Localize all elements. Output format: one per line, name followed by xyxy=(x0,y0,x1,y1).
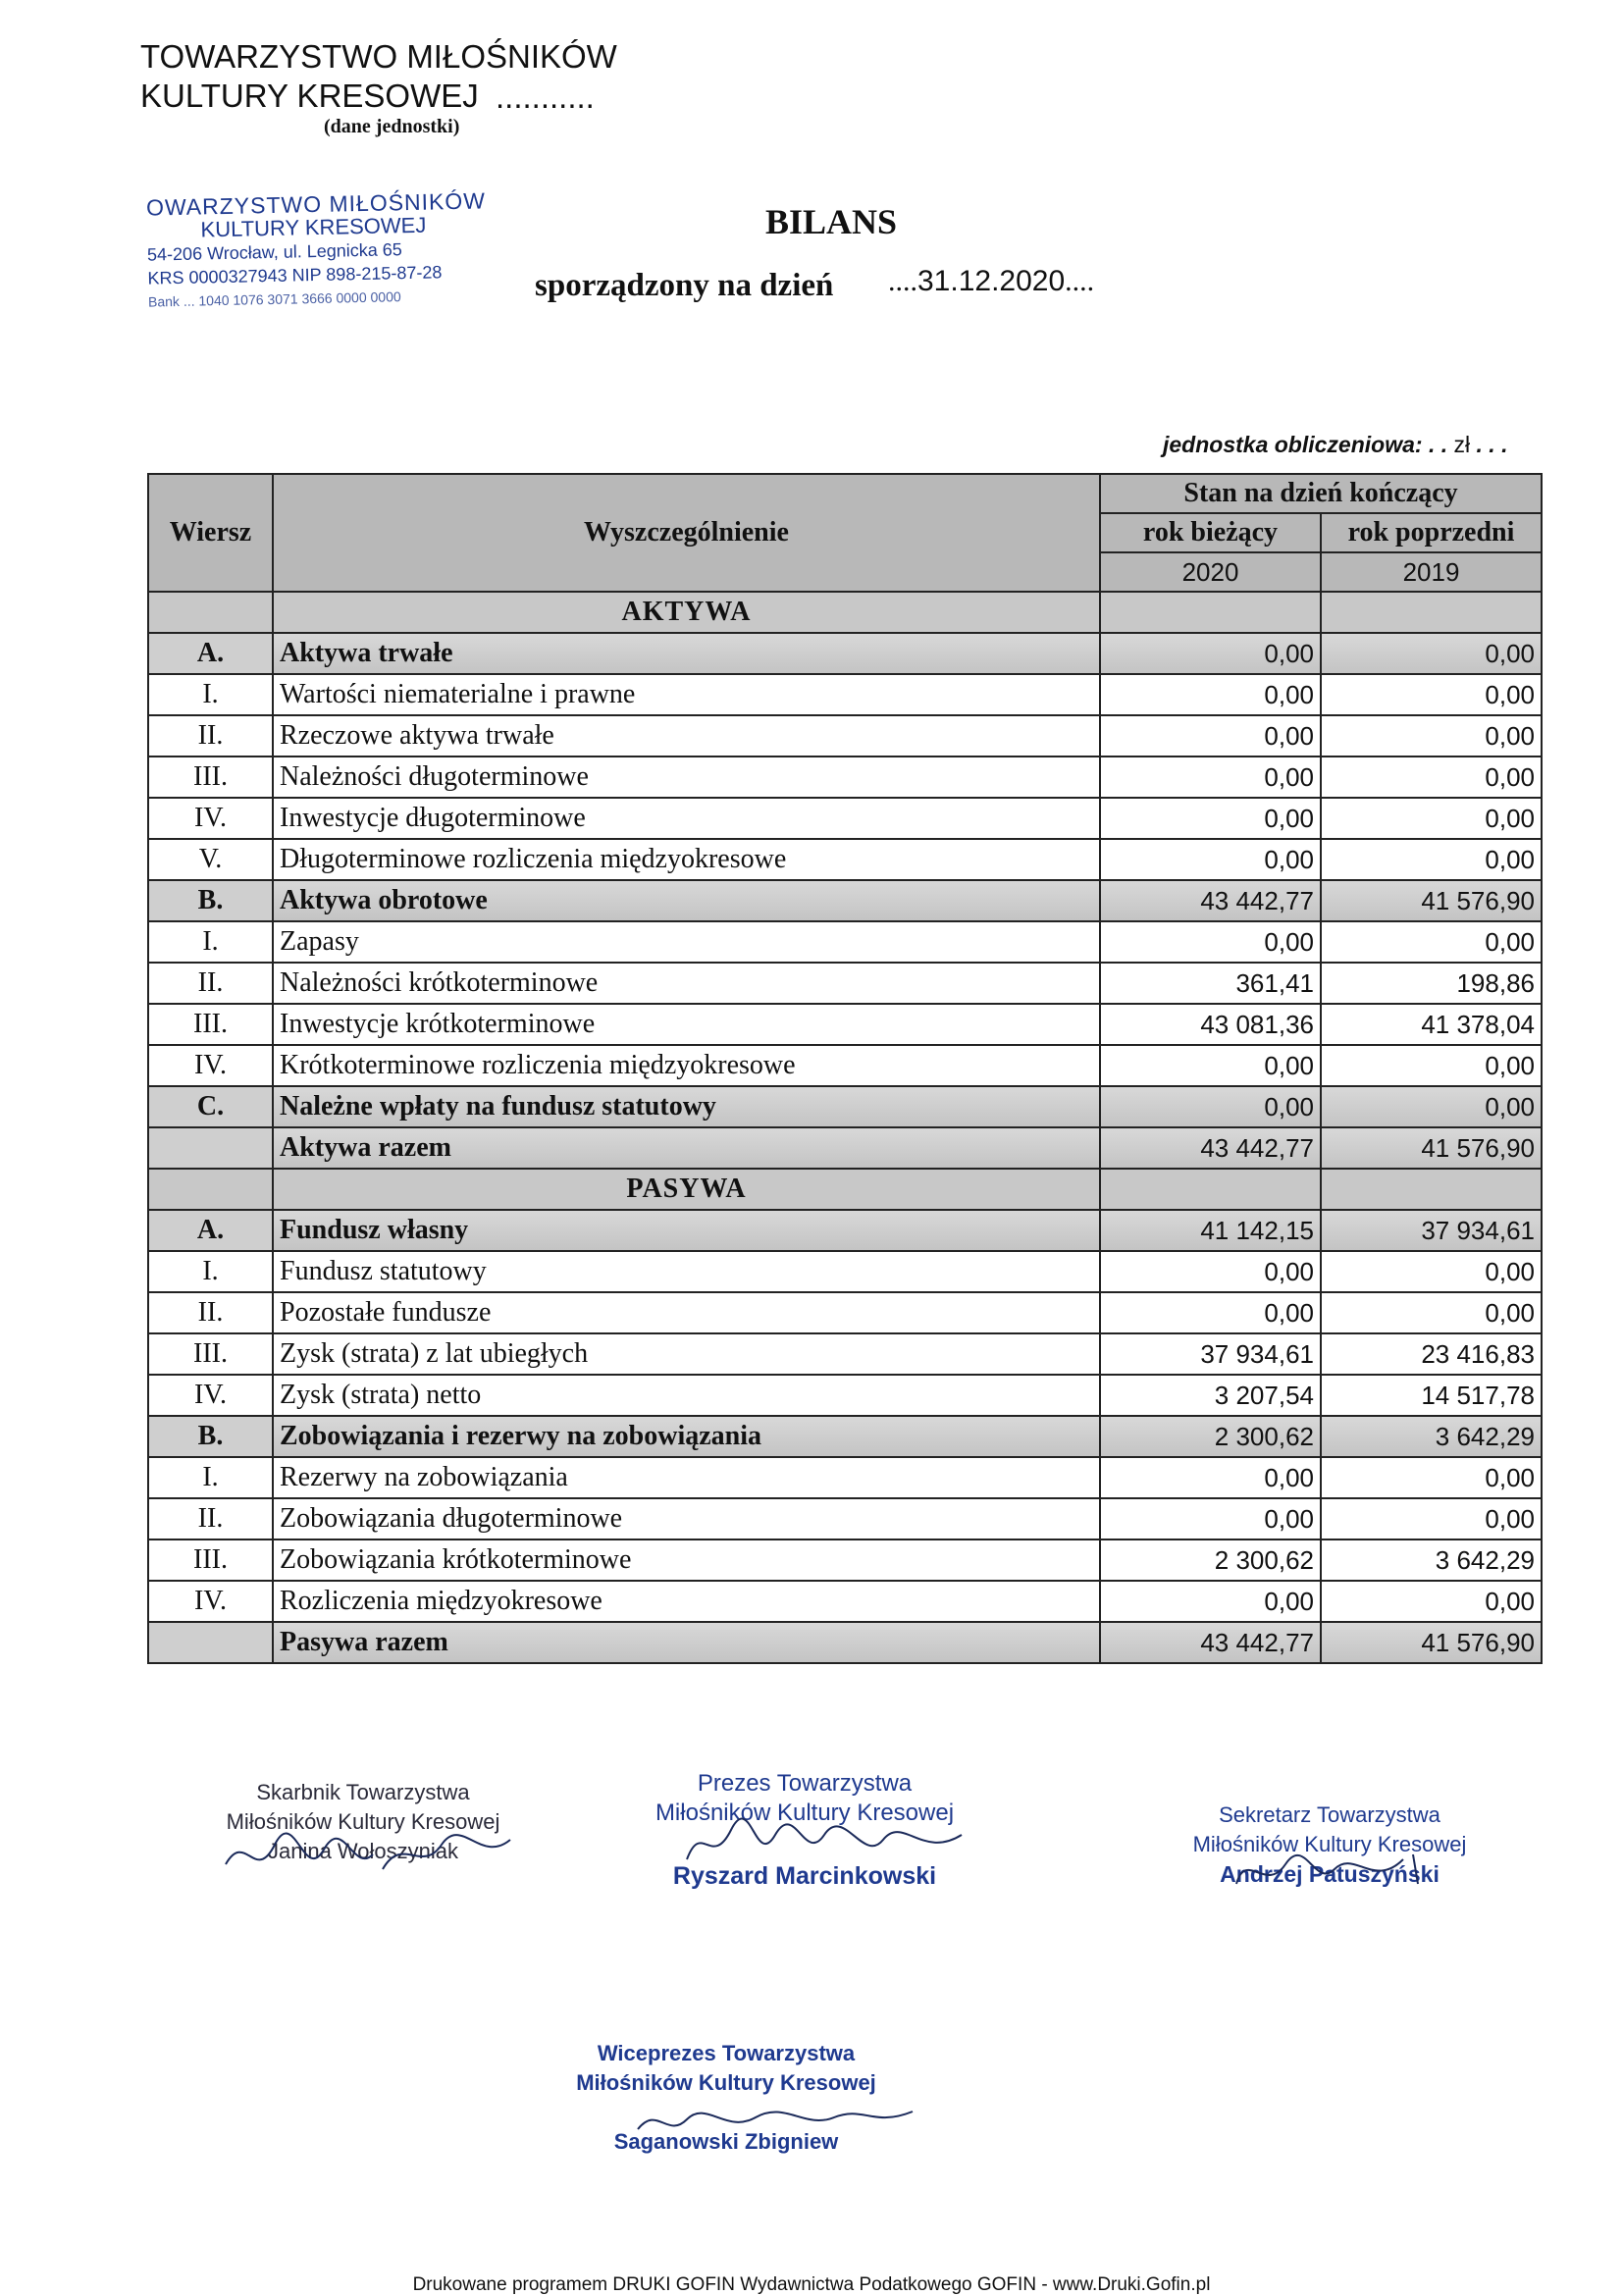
row-current-value: 43 081,36 xyxy=(1100,1004,1321,1045)
row-previous-value: 0,00 xyxy=(1321,798,1542,839)
row-label: Aktywa trwałe xyxy=(273,633,1100,674)
row-previous-value: 0,00 xyxy=(1321,674,1542,715)
row-previous-value: 0,00 xyxy=(1321,1498,1542,1539)
row-current-value: 43 442,77 xyxy=(1100,880,1321,921)
row-current-value: 2 300,62 xyxy=(1100,1539,1321,1581)
table-row xyxy=(148,921,1542,963)
table-row xyxy=(148,1622,1542,1663)
row-id xyxy=(148,1127,273,1169)
section-title: PASYWA xyxy=(273,1169,1100,1210)
table-row xyxy=(148,1251,1542,1292)
row-previous-value: 41 576,90 xyxy=(1321,880,1542,921)
row-current-value: 0,00 xyxy=(1100,921,1321,963)
section-blank-cell xyxy=(1321,592,1542,633)
secretary-handwriting xyxy=(1227,1845,1442,1899)
header-current: rok bieżący xyxy=(1100,513,1321,552)
row-label: Aktywa razem xyxy=(273,1127,1100,1169)
table-row xyxy=(148,963,1542,1004)
header-previous-year: 2019 xyxy=(1321,552,1542,592)
signature-secretary-role2: Miłośników Kultury Kresowej xyxy=(1192,1832,1467,1856)
document-subtitle: sporządzony na dzień xyxy=(535,268,834,303)
row-label: Rzeczowe aktywa trwałe xyxy=(273,715,1100,757)
section-assets xyxy=(148,592,1542,633)
row-label: Inwestycje długoterminowe xyxy=(273,798,1100,839)
section-blank-cell xyxy=(148,592,273,633)
row-id: II. xyxy=(148,1292,273,1333)
row-id xyxy=(148,1622,273,1663)
row-id: IV. xyxy=(148,1375,273,1416)
table-row xyxy=(148,674,1542,715)
row-id: A. xyxy=(148,633,273,674)
header-current-year: 2020 xyxy=(1100,552,1321,592)
signature-secretary-role1: Sekretarz Towarzystwa xyxy=(1219,1802,1440,1827)
table-row xyxy=(148,1045,1542,1086)
row-previous-value: 198,86 xyxy=(1321,963,1542,1004)
row-previous-value: 37 934,61 xyxy=(1321,1210,1542,1251)
row-current-value: 0,00 xyxy=(1100,1292,1321,1333)
section-blank-cell xyxy=(1100,1169,1321,1210)
row-previous-value: 0,00 xyxy=(1321,921,1542,963)
row-id: III. xyxy=(148,757,273,798)
row-id: III. xyxy=(148,1539,273,1581)
table-row xyxy=(148,798,1542,839)
row-previous-value: 0,00 xyxy=(1321,1457,1542,1498)
row-label: Zysk (strata) netto xyxy=(273,1375,1100,1416)
header-state: Stan na dzień kończący xyxy=(1100,474,1542,513)
row-previous-value: 0,00 xyxy=(1321,1251,1542,1292)
organization-stamp xyxy=(146,188,488,313)
table-row xyxy=(148,1292,1542,1333)
footer-printed-by: Drukowane programem DRUKI GOFIN Wydawnictwa Podatkowego GOFIN - www.Druki.Gofin.pl xyxy=(412,2274,1211,2295)
table-row xyxy=(148,1086,1542,1127)
table-row xyxy=(148,1333,1542,1375)
row-id: II. xyxy=(148,1498,273,1539)
stamp-address: 54-206 Wrocław, ul. Legnicka 65 xyxy=(146,239,403,265)
row-current-value: 0,00 xyxy=(1100,1086,1321,1127)
row-previous-value: 3 642,29 xyxy=(1321,1539,1542,1581)
table-header-row xyxy=(148,474,1542,513)
row-label: Zysk (strata) z lat ubiegłych xyxy=(273,1333,1100,1375)
row-id: I. xyxy=(148,921,273,963)
table-row xyxy=(148,1210,1542,1251)
row-previous-value: 0,00 xyxy=(1321,1045,1542,1086)
signature-vice-president-name: Saganowski Zbigniew xyxy=(613,2129,839,2154)
row-current-value: 0,00 xyxy=(1100,1581,1321,1622)
stamp-krs-nip: KRS 0000327943 NIP 898-215-87-28 xyxy=(147,262,443,288)
row-current-value: 37 934,61 xyxy=(1100,1333,1321,1375)
row-label: Rezerwy na zobowiązania xyxy=(273,1457,1100,1498)
row-label: Zapasy xyxy=(273,921,1100,963)
treasurer-handwriting xyxy=(216,1825,530,1894)
row-previous-value: 41 576,90 xyxy=(1321,1622,1542,1663)
row-id: V. xyxy=(148,839,273,880)
signature-secretary-name: Andrzej Patuszyński xyxy=(1220,1861,1440,1887)
row-current-value: 0,00 xyxy=(1100,715,1321,757)
row-id: A. xyxy=(148,1210,273,1251)
row-current-value: 0,00 xyxy=(1100,633,1321,674)
row-previous-value: 0,00 xyxy=(1321,1581,1542,1622)
signature-treasurer-role1: Skarbnik Towarzystwa xyxy=(256,1780,470,1804)
row-current-value: 0,00 xyxy=(1100,757,1321,798)
signature-president-name: Ryszard Marcinkowski xyxy=(672,1862,937,1890)
row-id: II. xyxy=(148,715,273,757)
table-row xyxy=(148,880,1542,921)
row-current-value: 0,00 xyxy=(1100,1251,1321,1292)
row-id: I. xyxy=(148,1457,273,1498)
row-previous-value: 3 642,29 xyxy=(1321,1416,1542,1457)
row-current-value: 3 207,54 xyxy=(1100,1375,1321,1416)
stamp-line1: OWARZYSTWO MIŁOŚNIKÓW xyxy=(145,187,487,221)
row-current-value: 2 300,62 xyxy=(1100,1416,1321,1457)
row-label: Należności krótkoterminowe xyxy=(273,963,1100,1004)
section-title: AKTYWA xyxy=(273,592,1100,633)
row-label: Należne wpłaty na fundusz statutowy xyxy=(273,1086,1100,1127)
unit-dots: ........... xyxy=(496,78,595,115)
row-label: Pasywa razem xyxy=(273,1622,1100,1663)
balance-table xyxy=(147,473,1543,1664)
signature-president-role1: Prezes Towarzystwa xyxy=(697,1770,913,1797)
row-previous-value: 23 416,83 xyxy=(1321,1333,1542,1375)
row-current-value: 0,00 xyxy=(1100,798,1321,839)
row-id: IV. xyxy=(148,798,273,839)
table-row xyxy=(148,1498,1542,1539)
signature-treasurer-role2: Miłośników Kultury Kresowej xyxy=(226,1809,500,1834)
row-label: Inwestycje krótkoterminowe xyxy=(273,1004,1100,1045)
row-previous-value: 0,00 xyxy=(1321,757,1542,798)
calculation-unit: jednostka obliczeniowa: . . zł . . . xyxy=(1163,432,1508,457)
header-description: Wyszczególnienie xyxy=(273,474,1100,592)
signature-president-role2: Miłośników Kultury Kresowej xyxy=(654,1800,955,1826)
document-date-value: 31.12.2020 xyxy=(917,265,1066,297)
row-label: Pozostałe fundusze xyxy=(273,1292,1100,1333)
table-row xyxy=(148,1416,1542,1457)
row-id: C. xyxy=(148,1086,273,1127)
president-handwriting xyxy=(677,1815,991,1874)
row-current-value: 0,00 xyxy=(1100,1457,1321,1498)
row-id: I. xyxy=(148,1251,273,1292)
row-id: IV. xyxy=(148,1581,273,1622)
section-blank-cell xyxy=(1321,1169,1542,1210)
row-id: B. xyxy=(148,1416,273,1457)
document-date: ....31.12.2020.... xyxy=(888,265,1095,297)
row-previous-value: 0,00 xyxy=(1321,1086,1542,1127)
row-label: Długoterminowe rozliczenia międzyokresowe xyxy=(273,839,1100,880)
table-row xyxy=(148,1375,1542,1416)
row-previous-value: 0,00 xyxy=(1321,1292,1542,1333)
row-id: III. xyxy=(148,1004,273,1045)
signature-vice-president-role2: Miłośników Kultury Kresowej xyxy=(576,2070,876,2095)
row-current-value: 361,41 xyxy=(1100,963,1321,1004)
table-row xyxy=(148,1539,1542,1581)
row-current-value: 43 442,77 xyxy=(1100,1127,1321,1169)
row-label: Rozliczenia międzyokresowe xyxy=(273,1581,1100,1622)
row-label: Aktywa obrotowe xyxy=(273,880,1100,921)
row-id: B. xyxy=(148,880,273,921)
section-liabilities xyxy=(148,1169,1542,1210)
row-previous-value: 0,00 xyxy=(1321,839,1542,880)
header-row-label: Wiersz xyxy=(148,474,273,592)
calculation-unit-value: zł xyxy=(1453,432,1471,457)
section-blank-cell xyxy=(148,1169,273,1210)
row-label: Krótkoterminowe rozliczenia międzyokresowe xyxy=(273,1045,1100,1086)
table-row xyxy=(148,839,1542,880)
row-previous-value: 14 517,78 xyxy=(1321,1375,1542,1416)
row-current-value: 0,00 xyxy=(1100,1045,1321,1086)
table-row xyxy=(148,1581,1542,1622)
row-current-value: 0,00 xyxy=(1100,674,1321,715)
row-current-value: 41 142,15 xyxy=(1100,1210,1321,1251)
unit-name-line1: TOWARZYSTWO MIŁOŚNIKÓW xyxy=(140,38,617,75)
row-previous-value: 0,00 xyxy=(1321,633,1542,674)
row-label: Zobowiązania długoterminowe xyxy=(273,1498,1100,1539)
row-id: I. xyxy=(148,674,273,715)
row-label: Fundusz statutowy xyxy=(273,1251,1100,1292)
table-row xyxy=(148,1457,1542,1498)
table-row xyxy=(148,715,1542,757)
signature-treasurer-name: Janina Wołoszyniak xyxy=(267,1839,459,1863)
unit-name-line2: KULTURY KRESOWEJ xyxy=(140,78,479,114)
row-previous-value: 0,00 xyxy=(1321,715,1542,757)
unit-caption: (dane jednostki) xyxy=(324,116,460,137)
row-current-value: 0,00 xyxy=(1100,1498,1321,1539)
row-label: Należności długoterminowe xyxy=(273,757,1100,798)
document-title: BILANS xyxy=(765,202,898,241)
row-label: Fundusz własny xyxy=(273,1210,1100,1251)
row-id: II. xyxy=(148,963,273,1004)
table-row xyxy=(148,633,1542,674)
row-label: Zobowiązania i rezerwy na zobowiązania xyxy=(273,1416,1100,1457)
stamp-line2: KULTURY KRESOWEJ xyxy=(200,212,427,242)
stamp-bank: Bank ... 1040 1076 3071 3666 0000 0000 xyxy=(147,288,401,310)
vice-president-handwriting xyxy=(628,2100,942,2149)
row-current-value: 43 442,77 xyxy=(1100,1622,1321,1663)
row-previous-value: 41 378,04 xyxy=(1321,1004,1542,1045)
row-previous-value: 41 576,90 xyxy=(1321,1127,1542,1169)
header-previous: rok poprzedni xyxy=(1321,513,1542,552)
calculation-unit-label: jednostka obliczeniowa: xyxy=(1163,432,1423,457)
row-label: Zobowiązania krótkoterminowe xyxy=(273,1539,1100,1581)
table-row xyxy=(148,1127,1542,1169)
section-blank-cell xyxy=(1100,592,1321,633)
row-current-value: 0,00 xyxy=(1100,839,1321,880)
table-row xyxy=(148,757,1542,798)
row-id: III. xyxy=(148,1333,273,1375)
row-id: IV. xyxy=(148,1045,273,1086)
signature-vice-president-role1: Wiceprezes Towarzystwa xyxy=(597,2041,856,2065)
table-row xyxy=(148,1004,1542,1045)
row-label: Wartości niematerialne i prawne xyxy=(273,674,1100,715)
